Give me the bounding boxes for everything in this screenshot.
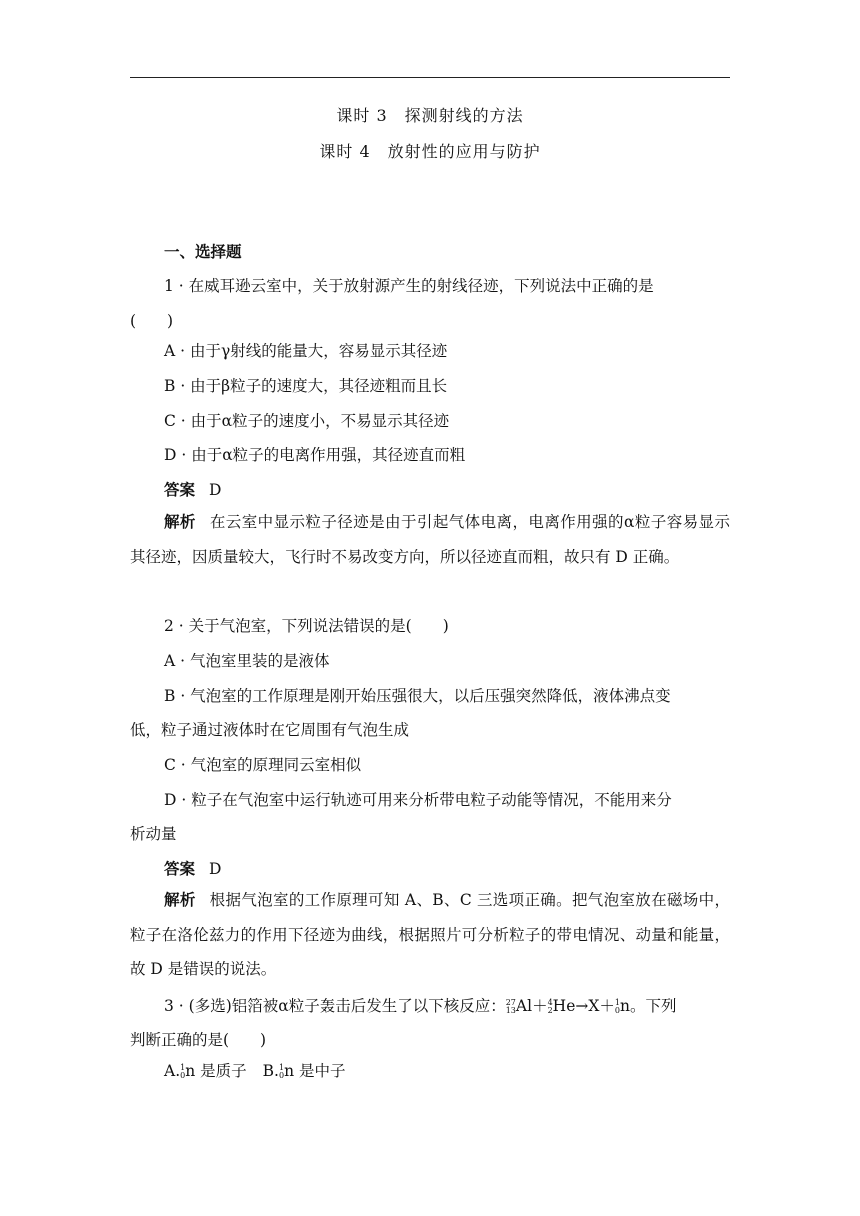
q3-options [164,1059,345,1081]
q1-analysis [130,505,730,574]
nuclide-n [615,997,630,1015]
he-atomic-number: 2 [547,1006,553,1015]
lesson-title-3: 课时 3 探测射线的方法 [336,106,524,125]
q2-option-b-cont: 低，粒子通过液体时在它周围有气泡生成 [130,721,410,739]
al-mass-number: 27 [505,998,516,1007]
answer-label: 答案 [164,859,196,878]
n-symbol: n [620,997,630,1015]
q1-stem: 1 · 在威耳逊云室中，关于放射源产生的射线径迹，下列说法中正确的是 [164,277,654,295]
he-mass-number: 4 [547,998,553,1007]
option-a-text: n 是质子 [185,1062,247,1080]
lesson-title-4: 课时 4 放射性的应用与防护 [319,142,541,161]
plus-sign: ＋ [532,997,548,1015]
q2-option-c: C · 气泡室的原理同云室相似 [164,756,362,774]
answer-value: D [209,860,222,878]
header-rule [130,77,730,78]
analysis-label: 解析 [164,890,196,909]
q2-option-a: A · 气泡室里装的是液体 [164,652,330,670]
q1-answer [164,478,221,500]
q2-answer [164,857,221,879]
q2-option-d: D · 粒子在气泡室中运行轨迹可用来分析带电粒子动能等情况，不能用来分 [164,791,672,809]
q3-stem-suffix: 。下列 [629,997,677,1015]
al-symbol: Al [515,997,533,1015]
n-mass-number: 1 [614,998,620,1007]
n-mass-number: 1 [180,1063,186,1072]
q2-option-d-cont: 析动量 [130,825,177,843]
answer-value: D [209,481,222,499]
q1-stem-blank: ( ) [130,312,174,330]
q2-stem: 2 · 关于气泡室，下列说法错误的是( ) [164,617,449,635]
q2-analysis [130,883,730,987]
n-mass-number: 1 [278,1063,285,1072]
n-atomic-number: 0 [278,1071,285,1080]
q3-option-b [263,1062,346,1080]
n-atomic-number: 0 [180,1071,186,1080]
q3-stem [164,994,677,1016]
reaction-arrow: →X＋ [575,997,615,1015]
nuclide-al [506,997,532,1015]
analysis-text: 在云室中显示粒子径迹是由于引起气体电离，电离作用强的α粒子容易显示其径迹，因质量较大，飞行时不易改变方向，所以径迹直而粗，故只有 D 正确。 [130,513,730,566]
q1-option-d: D · 由于α粒子的电离作用强，其径迹直而粗 [164,446,466,464]
option-b-prefix: B. [262,1062,279,1080]
nuclide-he [548,997,576,1015]
analysis-label: 解析 [164,512,196,531]
q1-option-c: C · 由于α粒子的速度小，不易显示其径迹 [164,412,450,430]
he-symbol: He [552,997,576,1015]
q3-option-a [164,1062,247,1080]
option-b-text: n 是中子 [284,1062,346,1080]
section-heading: 一、选择题 [164,242,242,261]
n-atomic-number: 0 [614,1006,620,1015]
option-a-prefix: A. [164,1062,181,1080]
q2-option-b: B · 气泡室的工作原理是刚开始压强很大，以后压强突然降低，液体沸点变 [164,687,671,705]
q3-stem-cont: 判断正确的是( ) [130,1031,267,1049]
q1-option-a: A · 由于γ射线的能量大，容易显示其径迹 [164,342,448,360]
q1-option-b: B · 由于β粒子的速度大，其径迹粗而且长 [164,377,448,395]
q3-stem-prefix: 3 · (多选)铝箔被α粒子轰击后发生了以下核反应： [164,997,506,1015]
analysis-text: 根据气泡室的工作原理可知 A、B、C 三选项正确。把气泡室放在磁场中，粒子在洛伦兹力的作用下径迹为曲线，根据照片可分析粒子的带电情况、动量和能量，故 D 是错误的说法。 [130,891,730,978]
answer-label: 答案 [164,480,196,499]
al-atomic-number: 13 [505,1006,516,1015]
